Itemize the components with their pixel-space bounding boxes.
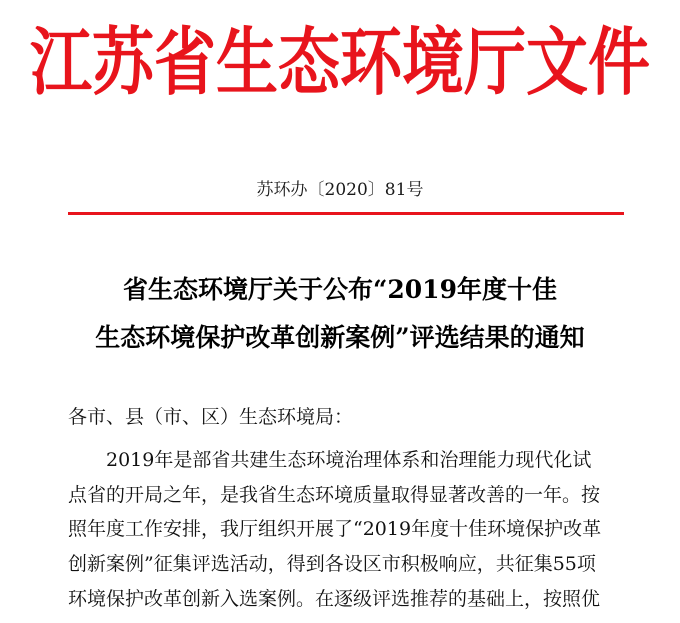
- notice-title-line-1: 省生态环境厅关于公布“2019年度十佳: [123, 275, 557, 304]
- document-number: 苏环办〔2020〕81号: [256, 180, 424, 200]
- salutation: 各市、县（市、区）生态环境局：: [68, 406, 354, 428]
- masthead-title: 江苏省生态环境厅文件: [29, 19, 650, 106]
- body-line: 2019年是部省共建生态环境治理体系和治理能力现代化试: [106, 449, 592, 471]
- body-line: 点省的开局之年，是我省生态环境质量取得显著改善的一年。按: [68, 484, 601, 506]
- body-line: 照年度工作安排，我厅组织开展了“2019年度十佳环境保护改革: [68, 518, 602, 540]
- notice-title-line-2: 生态环境保护改革创新案例”评选结果的通知: [95, 323, 585, 352]
- body-line: 创新案例”征集评选活动，得到各设区市积极响应，共征集55项: [68, 553, 596, 575]
- red-divider-line: [68, 212, 624, 215]
- body-line: 环境保护改革创新入选案例。在逐级评选推荐的基础上，按照优: [68, 588, 601, 610]
